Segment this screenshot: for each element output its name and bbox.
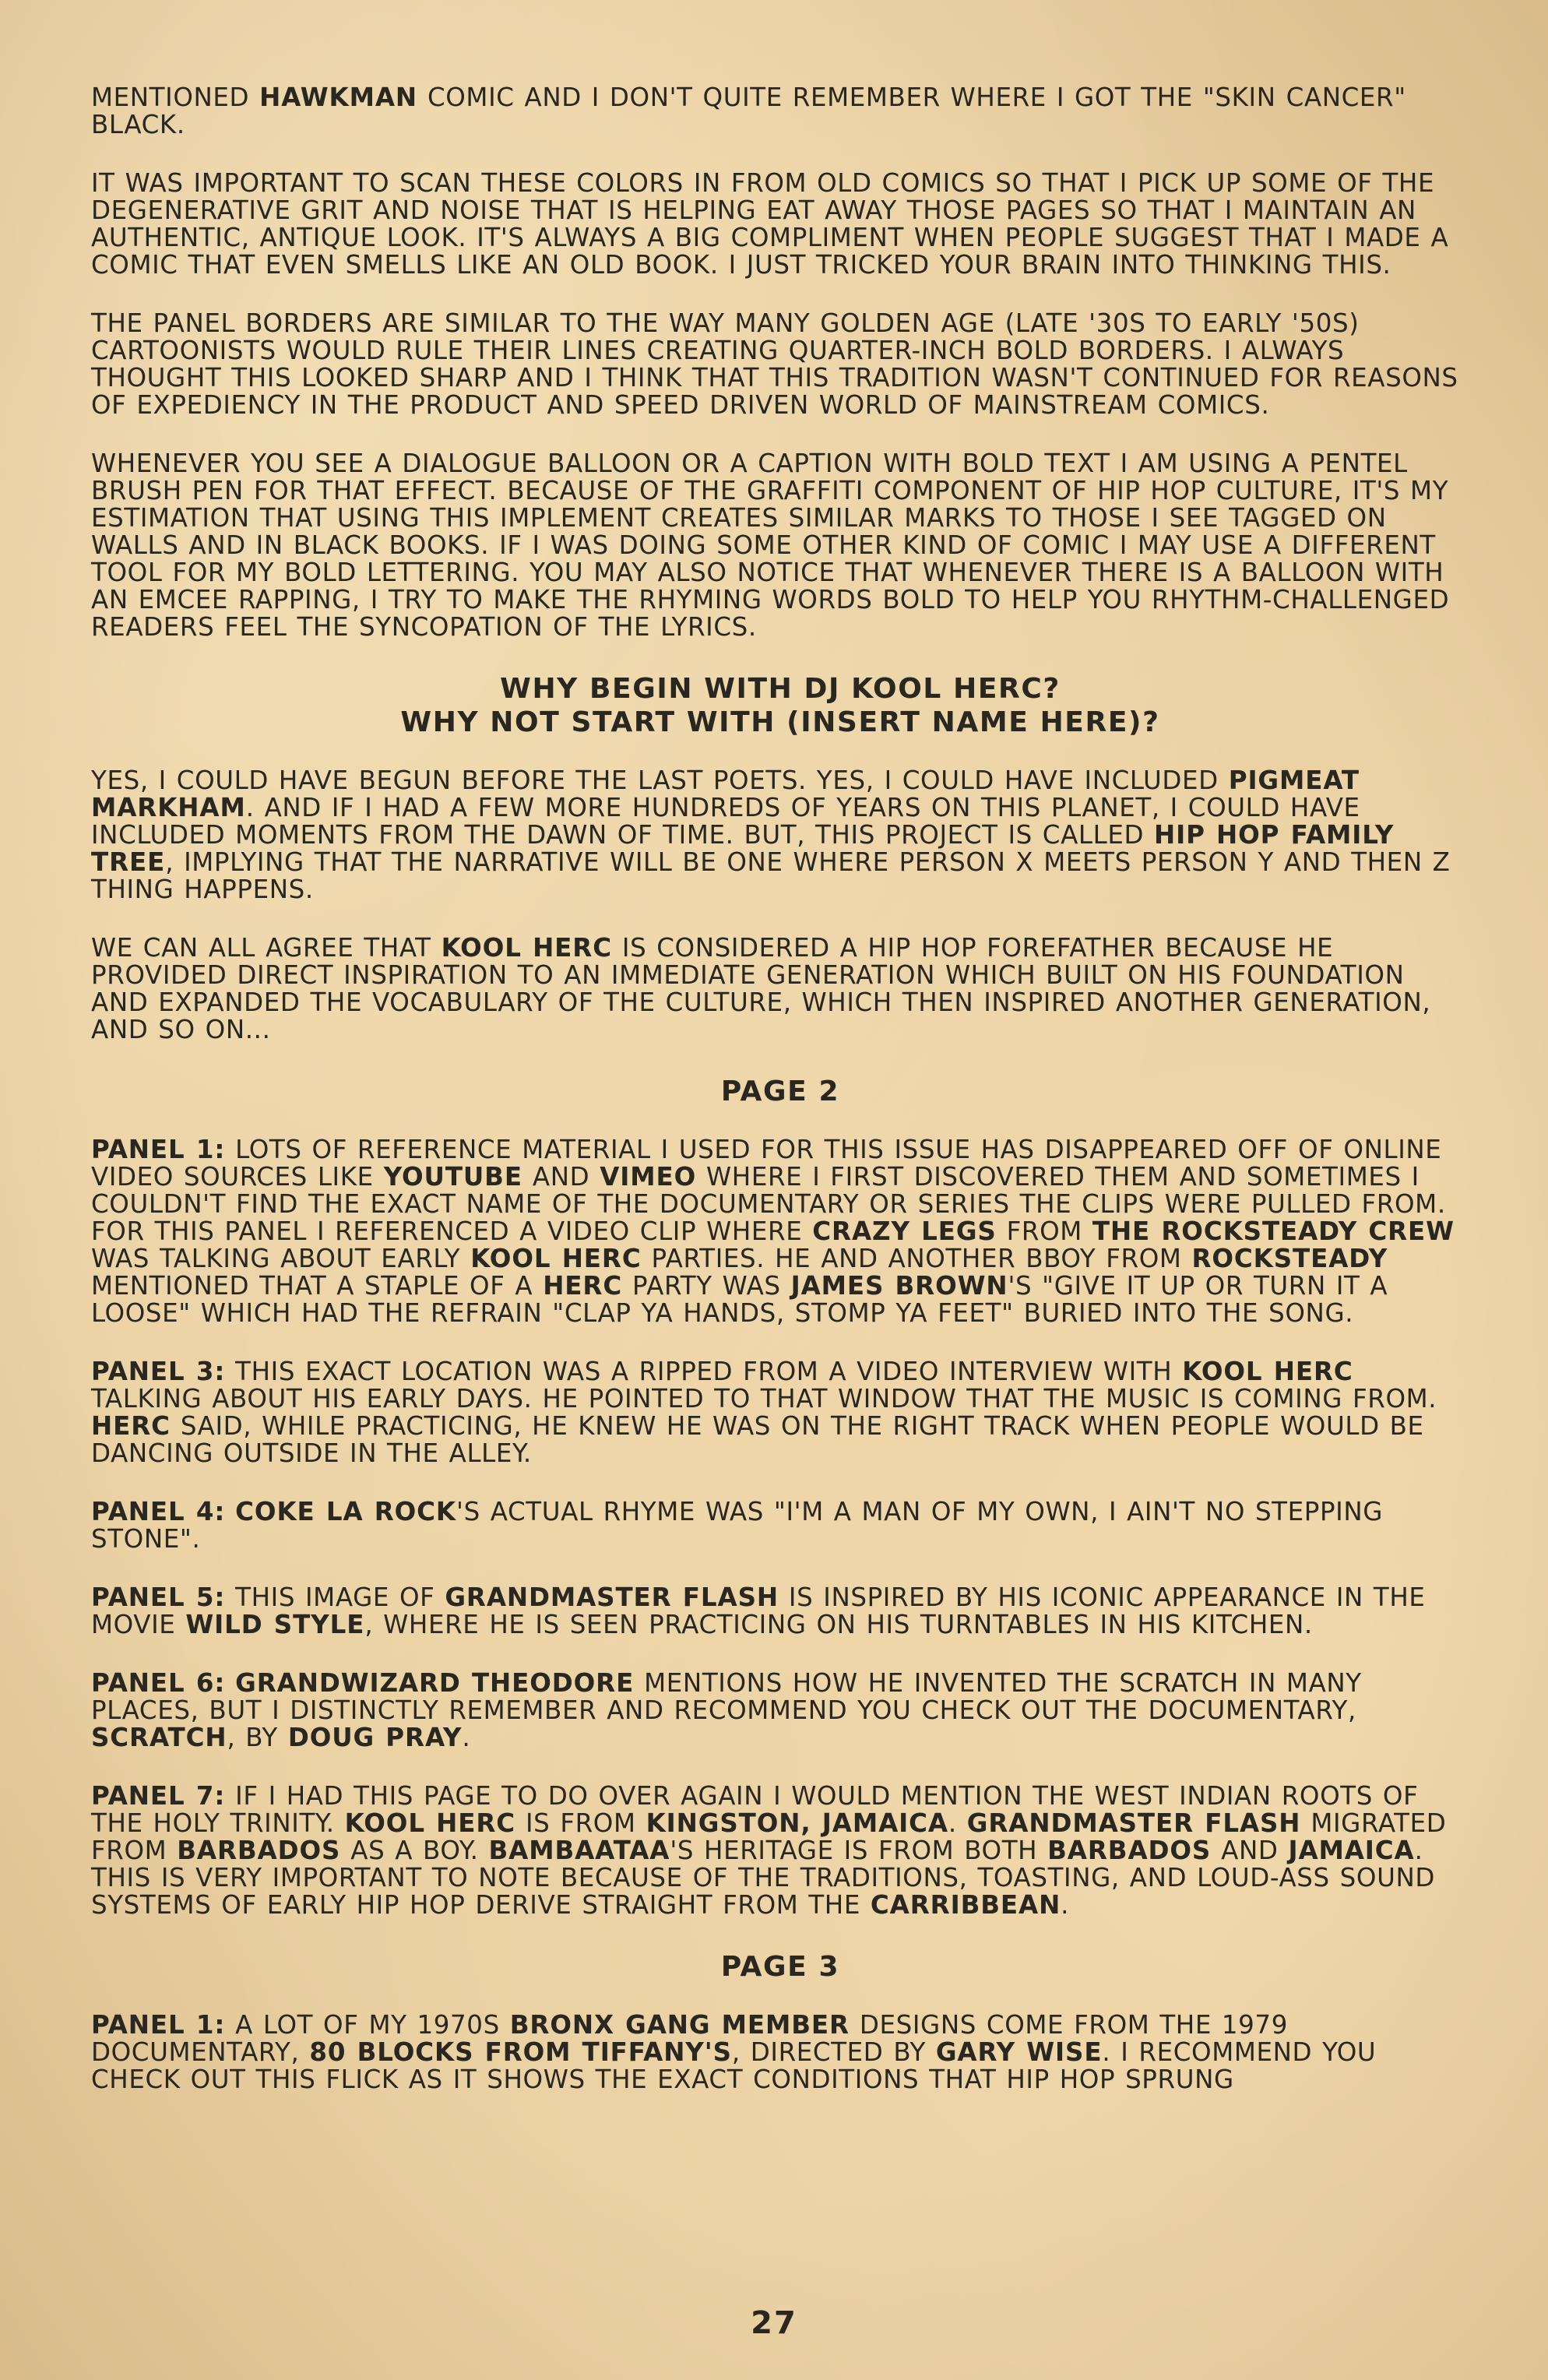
note-page2-panel1: PANEL 1: LOTS OF REFERENCE MATERIAL I USED FOR THIS ISSUE HAS DISAPPEARED OFF OF ONLINE VIDEO SOURCES LIKE YOUTUBE AND VIMEO WHERE I FIRST DISCOVERED THEM AND SOMETIMES I COULDN'T FIND THE EXACT NAME OF THE DOCUMENTARY OR SERIES THE CLIPS WERE PULLED FROM. FOR THIS PANEL I REFERENCED A VIDEO CLIP WHERE CRAZY LEGS FROM THE ROCKSTEADY CREW WAS TALKING ABOUT EARLY KOOL HERC PARTIES. HE AND ANOTHER BBOY FROM ROCKSTEADY MENTIONED THAT A STAPLE OF A HERC PARTY WAS JAMES BROWN'S "GIVE IT UP OR TURN IT A LOOSE" WHICH HAD THE REFRAIN "CLAP YA HANDS, STOMP YA FEET" BURIED INTO THE SONG. (91, 1135, 1455, 1328)
note-page2-panel5: PANEL 5: THIS IMAGE OF GRANDMASTER FLASH IS INSPIRED BY HIS ICONIC APPEARANCE IN THE MOVIE WILD STYLE, WHERE HE IS SEEN PRACTICING ON HIS TURNTABLES IN HIS KITCHEN. (91, 1583, 1426, 1639)
paragraph-forefather: WE CAN ALL AGREE THAT KOOL HERC IS CONSIDERED A HIP HOP FOREFATHER BECAUSE HE PROVIDED DIRECT INSPIRATION TO AN IMMEDIATE GENERATION WHICH BUILT ON HIS FOUNDATION AND EXPANDED THE VOCABULARY OF THE CULTURE, WHICH THEN INSPIRED ANOTHER GENERATION, AND SO ON... (91, 933, 1431, 1044)
note-page3-panel1: PANEL 1: A LOT OF MY 1970S BRONX GANG MEMBER DESIGNS COME FROM THE 1979 DOCUMENTARY, 80 BLOCKS FROM TIFFANY'S, DIRECTED BY GARY WISE. I RECOMMEND YOU CHECK OUT THIS FLICK AS IT SHOWS THE EXACT CONDITIONS THAT HIP HOP SPRUNG (91, 2010, 1377, 2094)
page-number: 27 (751, 2305, 797, 2341)
note-page2-panel6: PANEL 6: GRANDWIZARD THEODORE MENTIONS HOW HE INVENTED THE SCRATCH IN MANY PLACES, BUT I DISTINCTLY REMEMBER AND RECOMMEND YOU CHECK OUT THE DOCUMENTARY, SCRATCH, BY DOUG PRAY. (91, 1668, 1362, 1752)
paragraph-last-poets: YES, I COULD HAVE BEGUN BEFORE THE LAST POETS. YES, I COULD HAVE INCLUDED PIGMEAT MARKHAM. AND IF I HAD A FEW MORE HUNDREDS OF YEARS ON THIS PLANET, I COULD HAVE INCLUDED MOMENTS FROM THE DAWN OF TIME. BUT, THIS PROJECT IS CALLED HIP HOP FAMILY TREE, IMPLYING THAT THE NARRATIVE WILL BE ONE WHERE PERSON X MEETS PERSON Y AND THEN Z THING HAPPENS. (91, 766, 1451, 904)
section-heading-page-2: PAGE 2 (720, 1076, 840, 1107)
section-heading-page-3: PAGE 3 (720, 1951, 840, 1983)
section-heading-kool-herc: WHY BEGIN WITH DJ KOOL HERC? WHY NOT START WITH (INSERT NAME HERE)? (400, 673, 1160, 738)
paragraph-brush-pen: WHENEVER YOU SEE A DIALOGUE BALLOON OR A CAPTION WITH BOLD TEXT I AM USING A PENTEL BRUSH PEN FOR THAT EFFECT. BECAUSE OF THE GRAFFITI COMPONENT OF HIP HOP CULTURE, IT'S MY ESTIMATION THAT USING THIS IMPLEMENT CREATES SIMILAR MARKS TO THOSE I SEE TAGGED ON WALLS AND IN BLACK BOOKS. IF I WAS DOING SOME OTHER KIND OF COMIC I MAY USE A DIFFERENT TOOL FOR MY BOLD LETTERING. YOU MAY ALSO NOTICE THAT WHENEVER THERE IS A BALLOON WITH AN EMCEE RAPPING, I TRY TO MAKE THE RHYMING WORDS BOLD TO HELP YOU RHYTHM-CHALLENGED READERS FEEL THE SYNCOPATION OF THE LYRICS. (91, 449, 1450, 642)
paragraph-hawkman: MENTIONED HAWKMAN COMIC AND I DON'T QUITE REMEMBER WHERE I GOT THE "SKIN CANCER" BLACK. (91, 83, 1406, 139)
note-page2-panel3: PANEL 3: THIS EXACT LOCATION WAS A RIPPED FROM A VIDEO INTERVIEW WITH KOOL HERC TALKING ABOUT HIS EARLY DAYS. HE POINTED TO THAT WINDOW THAT THE MUSIC IS COMING FROM. HERC SAID, WHILE PRACTICING, HE KNEW HE WAS ON THE RIGHT TRACK WHEN PEOPLE WOULD BE DANCING OUTSIDE IN THE ALLEY. (91, 1357, 1437, 1468)
note-page2-panel4: PANEL 4: COKE LA ROCK'S ACTUAL RHYME WAS "I'M A MAN OF MY OWN, I AIN'T NO STEPPING STONE". (91, 1497, 1384, 1554)
commentary-column (91, 84, 1469, 2125)
paragraph-scanning-colors: IT WAS IMPORTANT TO SCAN THESE COLORS IN FROM OLD COMICS SO THAT I PICK UP SOME OF THE DEGENERATIVE GRIT AND NOISE THAT IS HELPING EAT AWAY THOSE PAGES SO THAT I MAINTAIN AN AUTHENTIC, ANTIQUE LOOK. IT'S ALWAYS A BIG COMPLIMENT WHEN PEOPLE SUGGEST THAT I MADE A COMIC THAT EVEN SMELLS LIKE AN OLD BOOK. I JUST TRICKED YOUR BRAIN INTO THINKING THIS. (91, 168, 1449, 280)
paragraph-panel-borders: THE PANEL BORDERS ARE SIMILAR TO THE WAY MANY GOLDEN AGE (LATE '30S TO EARLY '50S) CARTOONISTS WOULD RULE THEIR LINES CREATING QUARTER-INCH BOLD BORDERS. I ALWAYS THOUGHT THIS LOOKED SHARP AND I THINK THAT THIS TRADITION WASN'T CONTINUED FOR REASONS OF EXPEDIENCY IN THE PRODUCT AND SPEED DRIVEN WORLD OF MAINSTREAM COMICS. (91, 308, 1458, 420)
note-page2-panel7: PANEL 7: IF I HAD THIS PAGE TO DO OVER AGAIN I WOULD MENTION THE WEST INDIAN ROOTS OF THE HOLY TRINITY. KOOL HERC IS FROM KINGSTON, JAMAICA. GRANDMASTER FLASH MIGRATED FROM BARBADOS AS A BOY. BAMBAATAA'S HERITAGE IS FROM BOTH BARBADOS AND JAMAICA. THIS IS VERY IMPORTANT TO NOTE BECAUSE OF THE TRADITIONS, TOASTING, AND LOUD-ASS SOUND SYSTEMS OF EARLY HIP HOP DERIVE STRAIGHT FROM THE CARRIBBEAN. (91, 1781, 1447, 1920)
